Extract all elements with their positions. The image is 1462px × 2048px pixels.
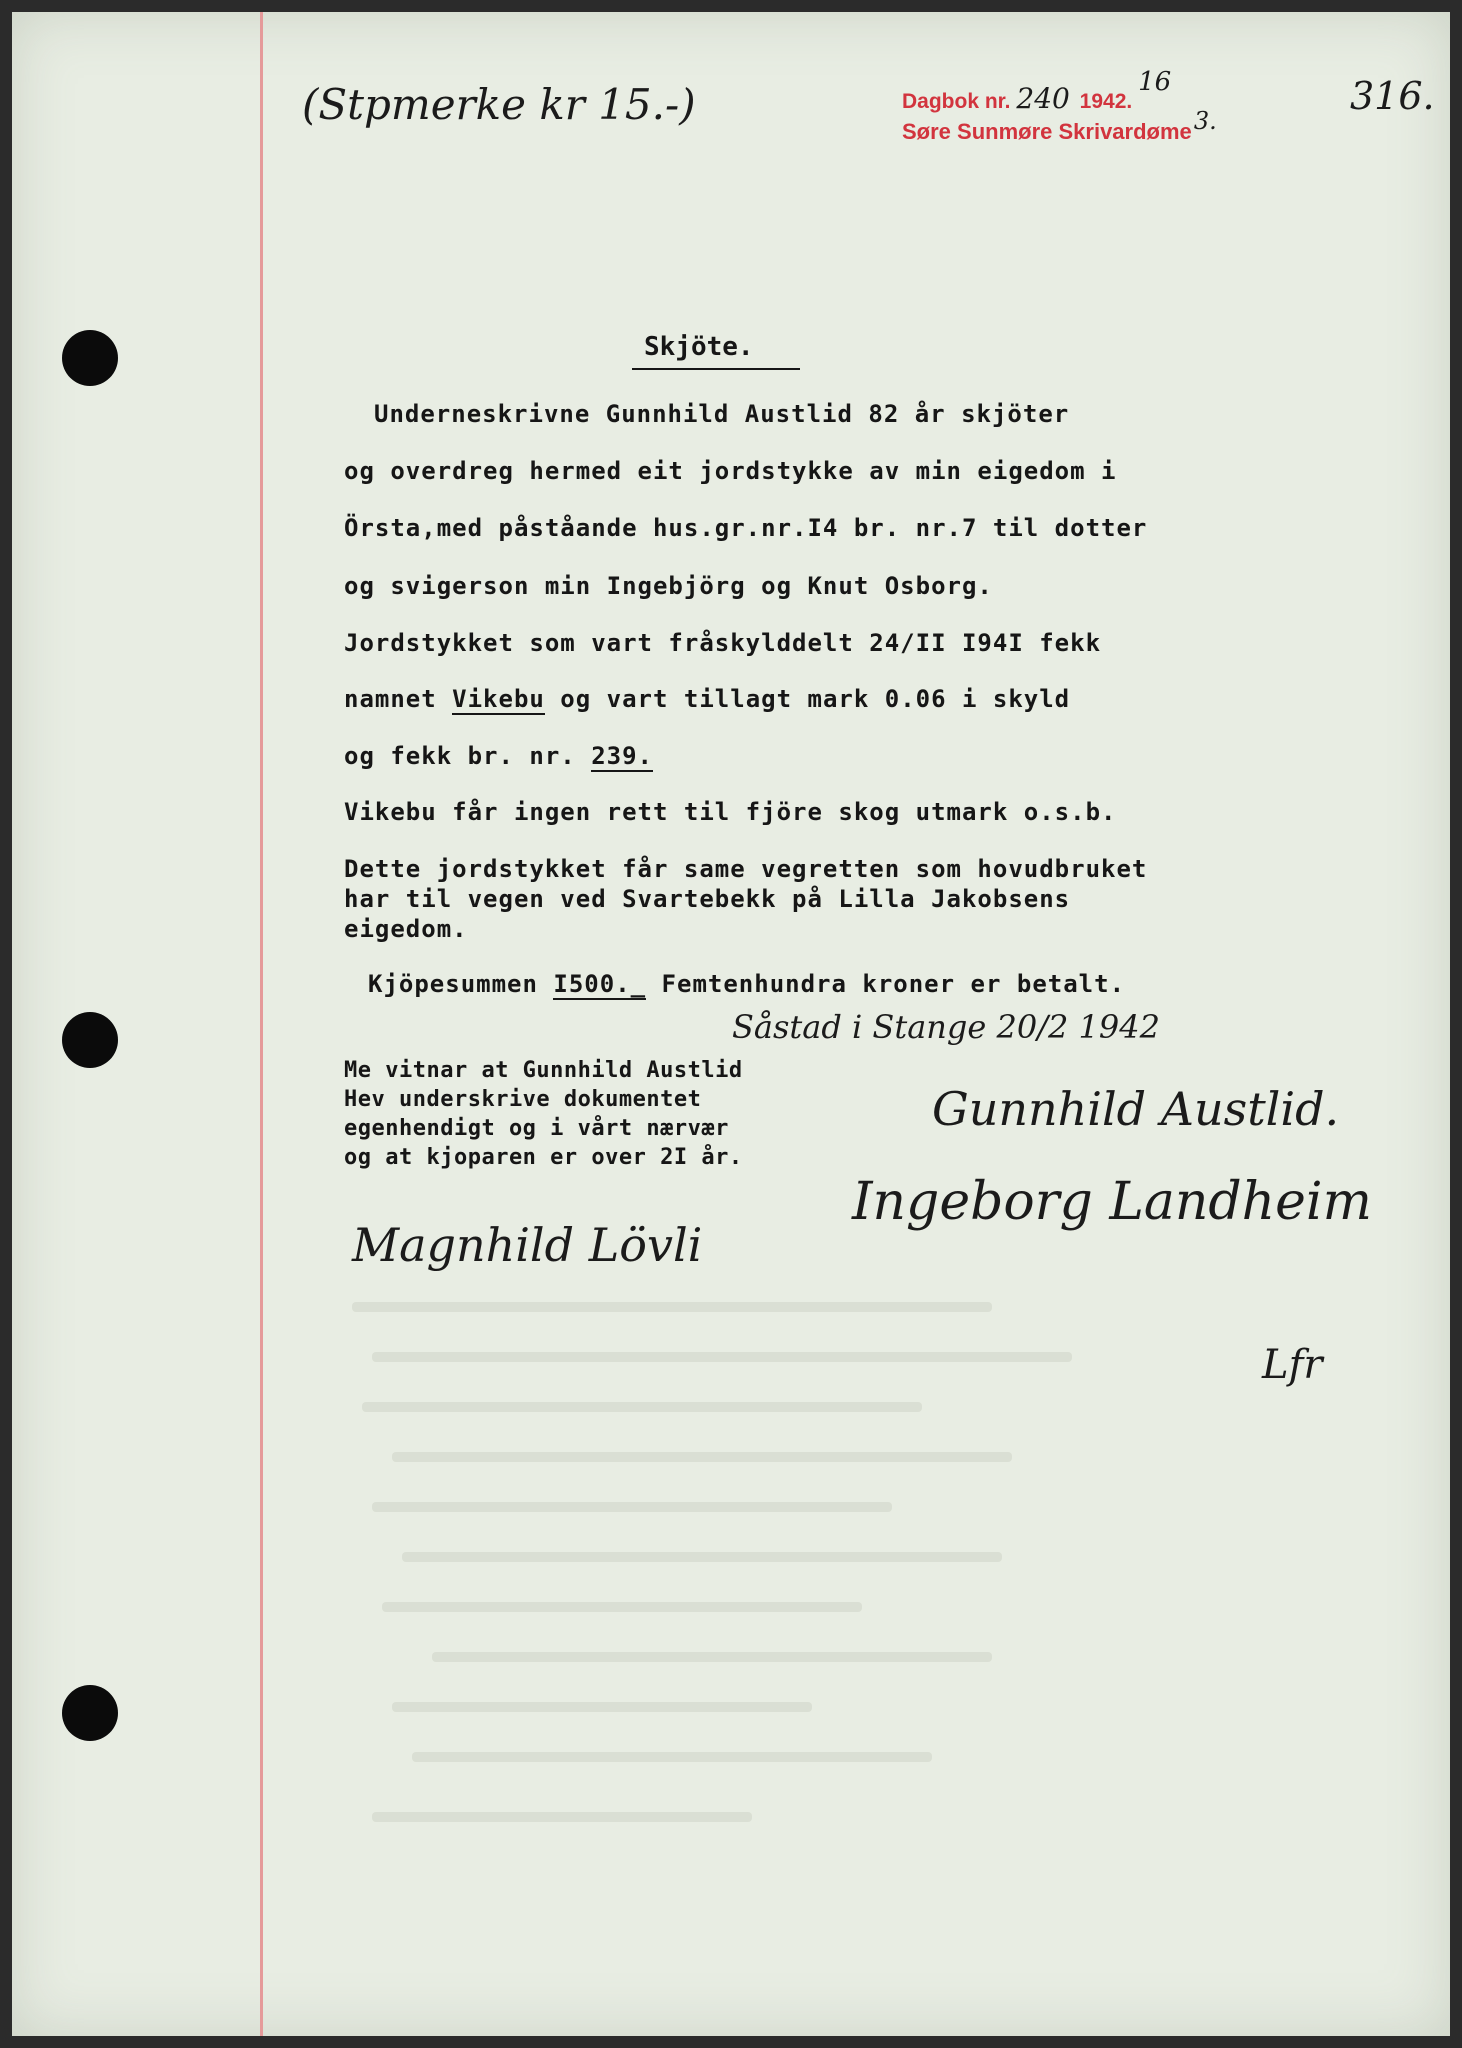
bleed-through [402,1552,1002,1562]
body-line: og svigerson min Ingebjörg og Knut Osborg. [344,572,993,600]
witness-line: og at kjoparen er over 2I år. [344,1145,743,1170]
body-line: Underneskrivne Gunnhild Austlid 82 år skjöter [374,400,1070,428]
body-line: Vikebu får ingen rett til fjöre skog utmark o.s.b. [344,798,1117,826]
witness-line: Hev underskrive dokumentet [344,1087,702,1112]
dagbok-number: 240 [1016,82,1070,115]
seller-signature: Gunnhild Austlid. [932,1082,1340,1136]
bleed-through [382,1602,862,1612]
page-number: 316. [1350,74,1435,118]
stamp-mark-note: (Stpmerke kr 15.-) [302,80,696,129]
bleed-through [392,1452,1012,1462]
dagbok-line [902,67,1221,115]
office-name: Søre Sunmøre Skrivardøme 3. [902,107,1217,144]
br-number: 239. [591,742,653,770]
bleed-through [362,1402,922,1412]
document-title: Skjöte. [632,332,800,370]
body-line: eigedom. [344,915,468,943]
margin-line [260,12,263,2036]
document-page [12,12,1450,2036]
initials: Lfr [1262,1342,1323,1388]
bleed-through [432,1652,992,1662]
punch-hole [62,1685,118,1741]
dagbok-label: Dagbok nr. [902,90,1011,113]
punch-hole [62,1012,118,1068]
bleed-through [412,1752,932,1762]
registry-stamp [902,67,1221,145]
bleed-through [372,1502,892,1512]
witness-line: egenhendigt og i vårt nærvær [344,1116,729,1141]
bleed-through [392,1702,812,1712]
body-line: har til vegen ved Svartebekk på Lilla Jakobsens [344,885,1071,913]
dagbok-month: 3. [1193,107,1217,135]
body-line: Jordstykket som vart fråskylddelt 24/II I94I fekk [344,629,1102,657]
witness-line: Me vitnar at Gunnhild Austlid [344,1058,743,1083]
bleed-through [372,1352,1072,1362]
body-line: og fekk br. nr. 239. [344,742,653,770]
witness-signature: Magnhild Lövli [352,1218,703,1272]
property-name: Vikebu [452,685,545,713]
body-line: og overdreg hermed eit jordstykke av min eigedom i [344,457,1117,485]
dagbok-day: 16 [1138,67,1172,97]
witness-signature: Ingeborg Landheim [852,1172,1372,1232]
bleed-through [352,1302,992,1312]
body-line: namnet Vikebu og vart tillagt mark 0.06 i skyld [344,685,1071,713]
punch-hole [62,330,118,386]
purchase-price: I500._ [553,970,647,998]
body-line: Örsta,med påståande hus.gr.nr.I4 br. nr.7 til dotter [344,514,1148,542]
dagbok-year: 1942. [1079,90,1133,113]
purchase-price-line: Kjöpesummen I500._ Femtenhundra kroner er betalt. [368,970,1126,998]
bleed-through [372,1812,752,1822]
place-date: Såstad i Stange 20/2 1942 [732,1008,1160,1046]
body-line: Dette jordstykket får same vegretten som hovudbruket [344,855,1148,883]
